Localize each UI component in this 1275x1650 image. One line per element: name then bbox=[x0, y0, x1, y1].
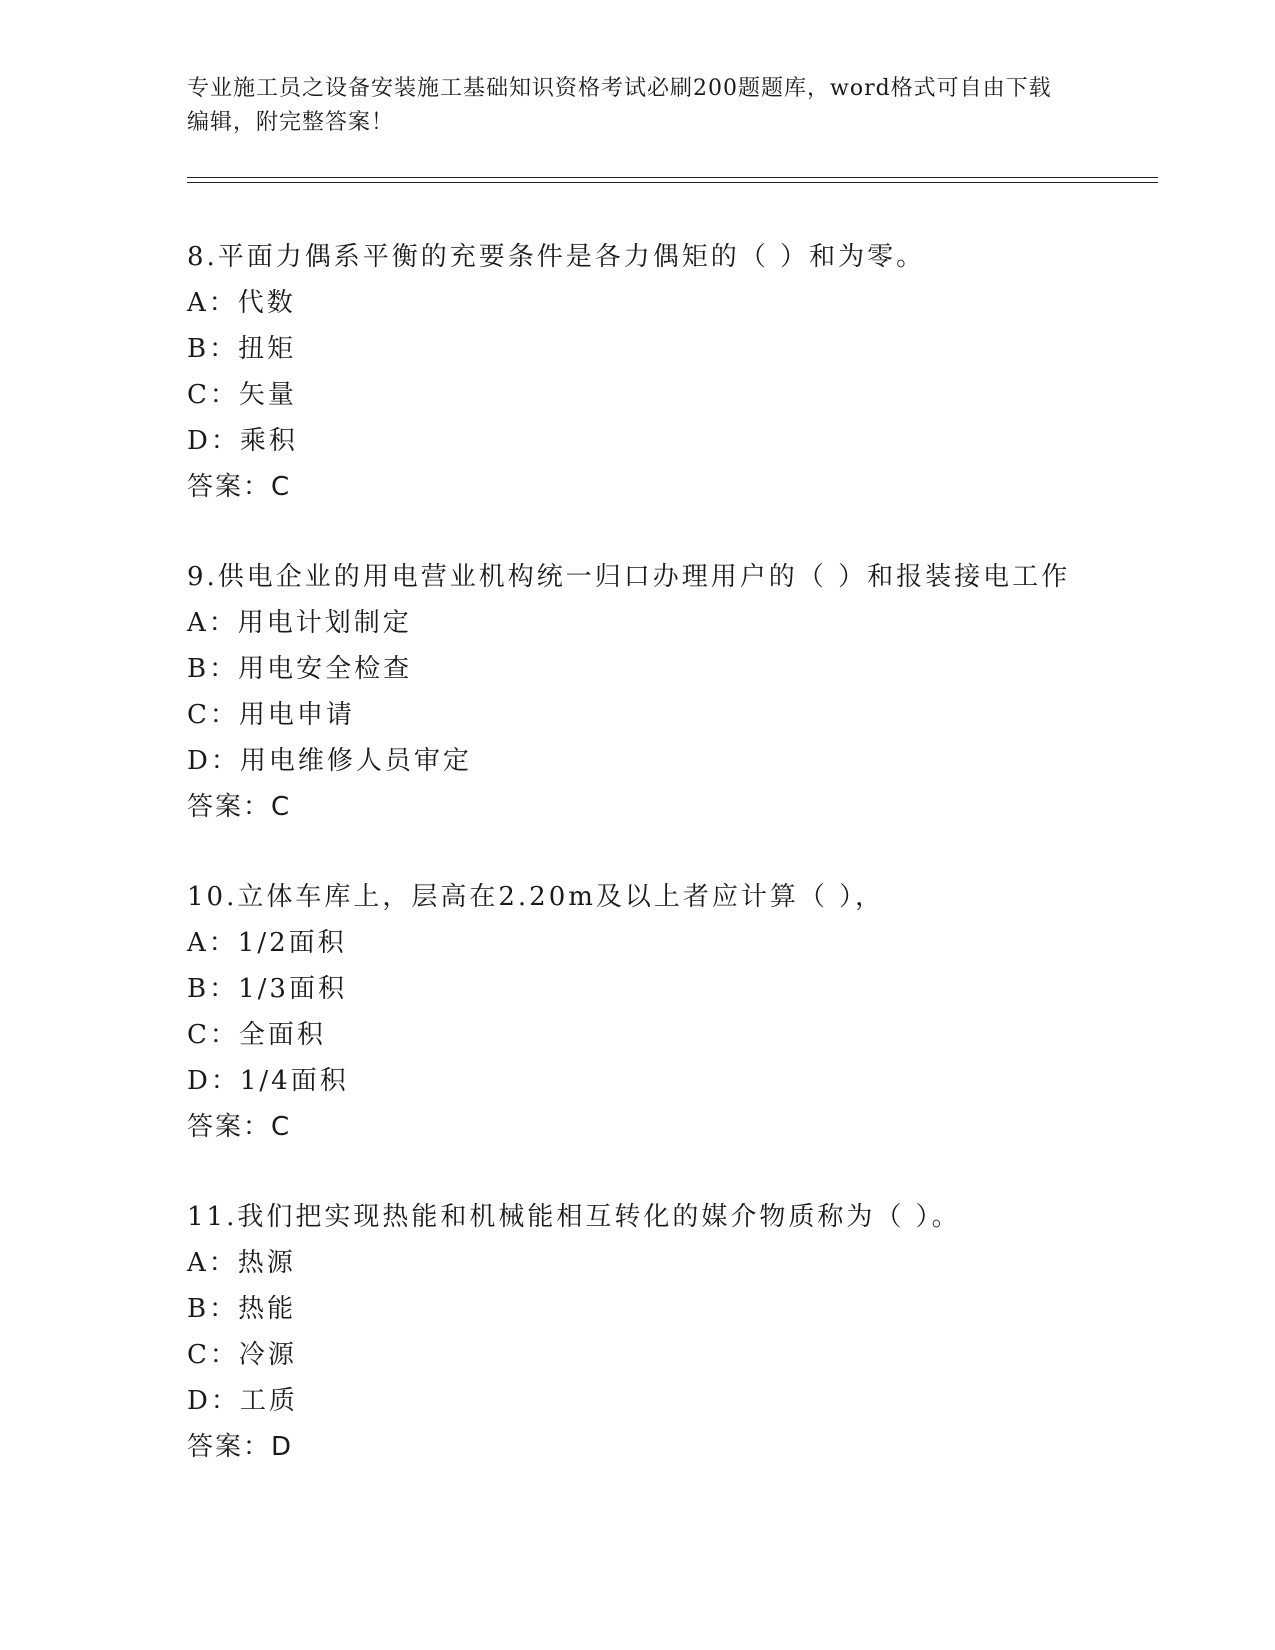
option-d: D：用电维修人员审定 bbox=[187, 746, 472, 776]
option-c: C：用电申请 bbox=[187, 700, 355, 730]
option-d: D：乘积 bbox=[187, 426, 298, 456]
option-a: A：1/2面积 bbox=[187, 928, 347, 958]
option-b: B：用电安全检查 bbox=[187, 654, 413, 684]
option-d: D：1/4面积 bbox=[187, 1066, 349, 1096]
option-c: C：矢量 bbox=[187, 380, 297, 410]
question-8 bbox=[187, 234, 1147, 510]
option-c: C：全面积 bbox=[187, 1020, 326, 1050]
option-a: A：热源 bbox=[187, 1248, 296, 1278]
option-c: C：冷源 bbox=[187, 1340, 297, 1370]
option-a: A：用电计划制定 bbox=[187, 608, 412, 638]
answer: 答案：C bbox=[187, 792, 292, 822]
option-d: D：工质 bbox=[187, 1386, 298, 1416]
header-divider-top bbox=[187, 177, 1158, 178]
question-stem: 8.平面力偶系平衡的充要条件是各力偶矩的（ ）和为零。 bbox=[187, 242, 926, 272]
question-stem: 10.立体车库上，层高在2.20m及以上者应计算（ ）， bbox=[187, 882, 885, 912]
answer: 答案：D bbox=[187, 1432, 294, 1462]
answer: 答案：C bbox=[187, 1112, 292, 1142]
document-header bbox=[187, 72, 1067, 140]
option-b: B：扭矩 bbox=[187, 334, 297, 364]
option-b: B：1/3面积 bbox=[187, 974, 347, 1004]
option-a: A：代数 bbox=[187, 288, 296, 318]
question-11 bbox=[187, 1194, 1147, 1470]
question-stem: 11.我们把实现热能和机械能相互转化的媒介物质称为（ ）。 bbox=[187, 1202, 961, 1232]
answer: 答案：C bbox=[187, 472, 292, 502]
header-divider-bottom bbox=[187, 182, 1158, 183]
question-10 bbox=[187, 874, 1147, 1150]
header-text: 专业施工员之设备安装施工基础知识资格考试必刷200题题库，word格式可自由下载编辑，附完整答案！ bbox=[187, 76, 1052, 135]
question-9 bbox=[187, 554, 1147, 830]
option-b: B：热能 bbox=[187, 1294, 297, 1324]
question-stem: 9.供电企业的用电营业机构统一归口办理用户的（ ）和报装接电工作 bbox=[187, 562, 1071, 592]
